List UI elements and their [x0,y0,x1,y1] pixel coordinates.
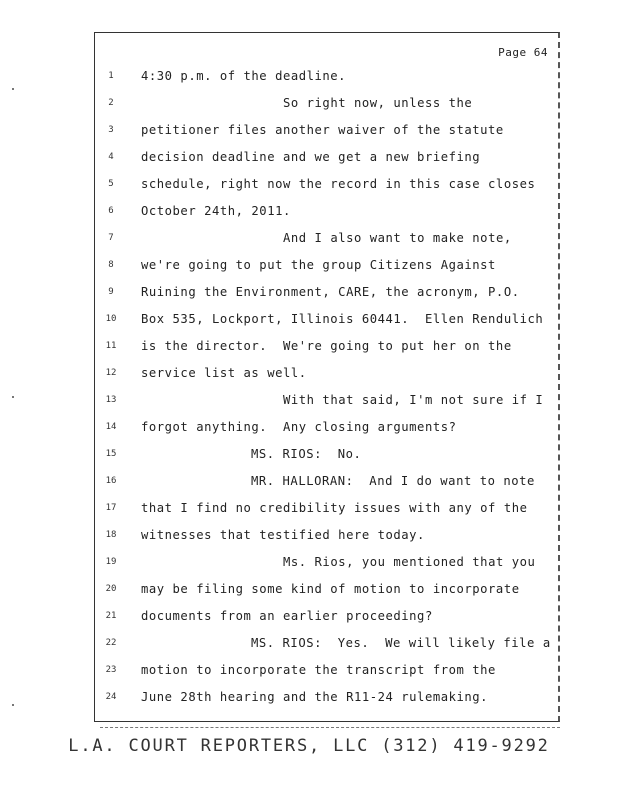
line-number: 23 [105,665,117,675]
line-text: 4:30 p.m. of the deadline. [141,69,347,83]
transcript-line [95,393,555,409]
line-text: that I find no credibility issues with any of the [141,501,528,515]
line-text: witnesses that testified here today. [141,528,425,542]
line-text: Box 535, Lockport, Illinois 60441. Ellen Rendulich [141,312,544,326]
transcript-line [95,96,555,112]
line-text: may be filing some kind of motion to incorporate [141,582,520,596]
line-number: 20 [105,584,117,594]
line-number: 14 [105,422,117,432]
bottom-rule [100,727,560,728]
line-text: is the director. We're going to put her on the [141,339,512,353]
line-number: 11 [105,341,117,351]
transcript-line [95,123,555,139]
line-text: service list as well. [141,366,307,380]
line-text: MS. RIOS: Yes. We will likely file a [251,636,551,650]
transcript-line [95,312,555,328]
line-text: With that said, I'm not sure if I [283,393,544,407]
line-text: October 24th, 2011. [141,204,291,218]
transcript-line [95,231,555,247]
transcript-line [95,609,555,625]
line-number: 17 [105,503,117,513]
transcript-line [95,501,555,517]
line-text: schedule, right now the record in this case closes [141,177,536,191]
transcript-line [95,150,555,166]
line-text: forgot anything. Any closing arguments? [141,420,457,434]
transcript-line [95,663,555,679]
transcript-line [95,555,555,571]
scan-mark [12,704,14,706]
line-number: 3 [108,125,114,135]
transcript-line [95,690,555,706]
transcript-line [95,528,555,544]
transcript-line [95,420,555,436]
transcript-line [95,582,555,598]
page-number: Page 64 [498,46,548,59]
line-number: 16 [105,476,117,486]
line-text: Ms. Rios, you mentioned that you [283,555,536,569]
line-text: June 28th hearing and the R11-24 rulemaking. [141,690,489,704]
line-number: 24 [105,692,117,702]
line-text: And I also want to make note, [283,231,512,245]
line-number: 1 [108,71,114,81]
transcript-line [95,258,555,274]
line-number: 5 [108,179,114,189]
line-text: documents from an earlier proceeding? [141,609,433,623]
scan-mark [12,396,14,398]
line-number: 15 [105,449,117,459]
transcript-line [95,339,555,355]
transcript-line [95,69,555,85]
line-number: 6 [108,206,114,216]
transcript-page [94,32,560,722]
transcript-line [95,366,555,382]
line-number: 7 [108,233,114,243]
transcript-line [95,177,555,193]
scan-mark [12,88,14,90]
line-number: 8 [108,260,114,270]
line-text: MS. RIOS: No. [251,447,362,461]
line-number: 4 [108,152,114,162]
line-number: 13 [105,395,117,405]
line-text: Ruining the Environment, CARE, the acronym, P.O. [141,285,520,299]
line-number: 10 [105,314,117,324]
line-number: 19 [105,557,117,567]
transcript-line [95,636,555,652]
line-number: 22 [105,638,117,648]
court-reporter-footer: L.A. COURT REPORTERS, LLC (312) 419-9292 [68,736,550,756]
line-number: 21 [105,611,117,621]
line-number: 2 [108,98,114,108]
line-number: 12 [105,368,117,378]
line-text: MR. HALLORAN: And I do want to note [251,474,535,488]
line-text: So right now, unless the [283,96,473,110]
line-number: 18 [105,530,117,540]
transcript-line [95,447,555,463]
transcript-line [95,285,555,301]
transcript-line [95,474,555,490]
line-text: petitioner files another waiver of the statute [141,123,504,137]
line-text: motion to incorporate the transcript from the [141,663,496,677]
line-number: 9 [108,287,114,297]
line-text: decision deadline and we get a new briefing [141,150,481,164]
transcript-line [95,204,555,220]
line-text: we're going to put the group Citizens Against [141,258,496,272]
